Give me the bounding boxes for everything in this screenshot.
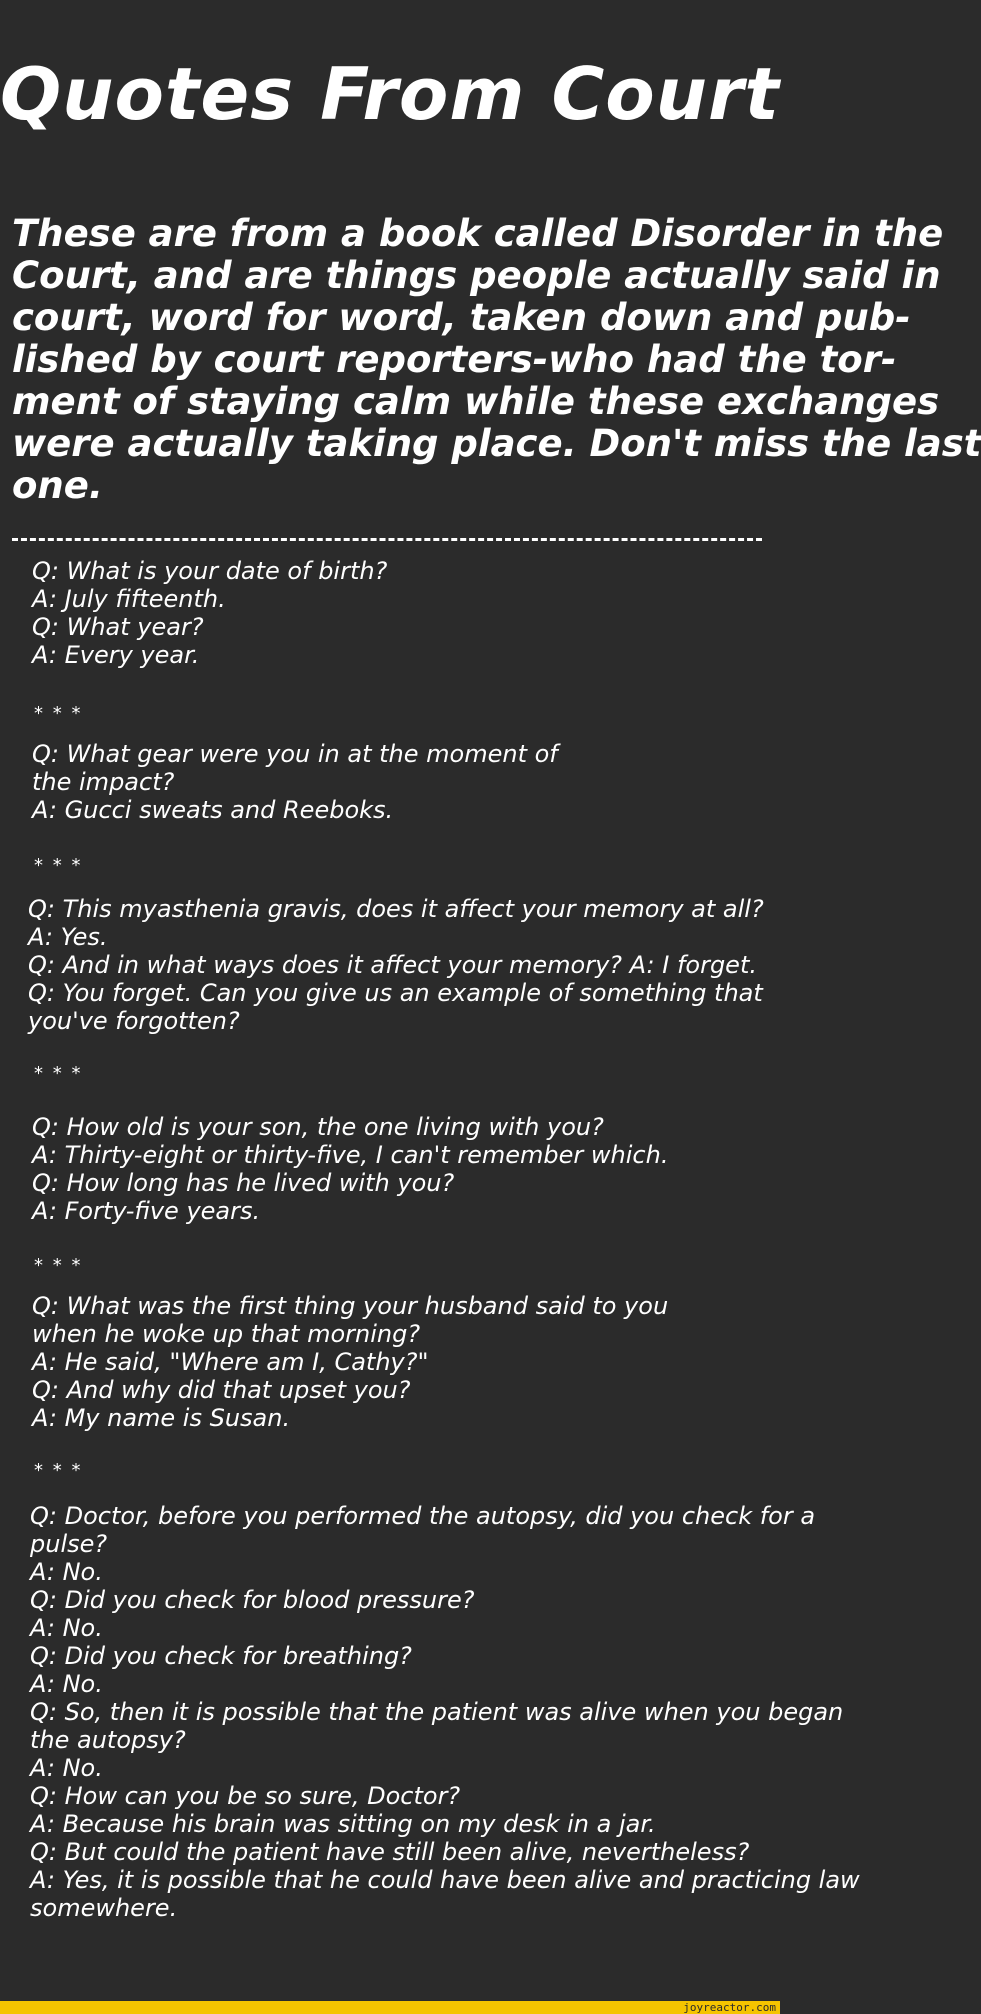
bottom-bar — [0, 2001, 780, 2014]
quote-line: Q: So, then it is possible that the patient was alive when you began — [30, 1698, 844, 1726]
quote-line: the autopsy? — [30, 1726, 186, 1754]
quote-line: Q: You forget. Can you give us an example of something that — [28, 979, 763, 1007]
intro-line: one. — [12, 464, 103, 507]
quote-block-gear — [32, 740, 558, 824]
separator-stars: * * * — [34, 1255, 83, 1276]
quote-line: Q: What is your date of birth? — [32, 557, 388, 585]
quote-line: A: Thirty-eight or thirty-five, I can't remember which. — [32, 1141, 669, 1169]
quote-line: Q: And why did that upset you? — [32, 1376, 411, 1404]
quote-line: Q: What year? — [32, 613, 204, 641]
quote-line: A: Yes. — [28, 923, 108, 951]
quote-line: you've forgotten? — [28, 1007, 240, 1035]
quote-line: Q: This myasthenia gravis, does it affect your memory at all? — [28, 895, 764, 923]
intro-line: were actually taking place. Don't miss the last — [12, 422, 981, 465]
quote-line: Q: Did you check for blood pressure? — [30, 1586, 475, 1614]
quote-block-husband — [32, 1292, 668, 1432]
quote-line: Q: How can you be so sure, Doctor? — [30, 1782, 461, 1810]
quote-line: A: My name is Susan. — [32, 1404, 291, 1432]
quote-line: A: Forty-five years. — [32, 1197, 261, 1225]
dashed-divider — [12, 538, 762, 545]
quote-line: A: July fifteenth. — [32, 585, 226, 613]
intro-line: ment of staying calm while these exchanges — [12, 380, 940, 423]
separator-stars: * * * — [34, 1460, 83, 1481]
intro-line: lished by court reporters-who had the tor- — [12, 338, 897, 381]
quote-line: Q: But could the patient have still been alive, nevertheless? — [30, 1838, 750, 1866]
quote-line: A: No. — [30, 1614, 103, 1642]
separator-stars: * * * — [34, 703, 83, 724]
quote-block-son — [32, 1113, 668, 1225]
quote-block-birthdate — [32, 557, 387, 669]
quote-block-memory — [28, 895, 764, 1035]
quote-line: A: No. — [30, 1558, 103, 1586]
quote-line: Q: Did you check for breathing? — [30, 1642, 412, 1670]
intro-line: These are from a book called Disorder in the — [12, 212, 944, 255]
quote-line: Q: How long has he lived with you? — [32, 1169, 455, 1197]
quote-line: A: Because his brain was sitting on my desk in a jar. — [30, 1810, 656, 1838]
quote-line: A: No. — [30, 1754, 103, 1782]
quote-line: A: Every year. — [32, 641, 200, 669]
quote-line: somewhere. — [30, 1894, 178, 1922]
quote-line: Q: And in what ways does it affect your memory? A: I forget. — [28, 951, 757, 979]
intro-line: Court, and are things people actually said in — [12, 254, 941, 297]
quote-line: pulse? — [30, 1530, 108, 1558]
intro-line: court, word for word, taken down and pub- — [12, 296, 911, 339]
separator-stars: * * * — [34, 855, 83, 876]
quote-line: when he woke up that morning? — [32, 1320, 421, 1348]
quote-block-autopsy — [30, 1502, 860, 1922]
quote-line: Q: What gear were you in at the moment of — [32, 740, 558, 768]
quote-line: A: No. — [30, 1670, 103, 1698]
quote-line: A: Yes, it is possible that he could have been alive and practicing law — [30, 1866, 860, 1894]
quote-line: A: Gucci sweats and Reeboks. — [32, 796, 394, 824]
separator-stars: * * * — [34, 1063, 83, 1084]
intro-paragraph — [12, 212, 981, 507]
watermark: joyreactor.com — [683, 2001, 776, 2014]
quote-line: Q: Doctor, before you performed the autopsy, did you check for a — [30, 1502, 816, 1530]
quote-line: Q: How old is your son, the one living with you? — [32, 1113, 604, 1141]
quote-line: A: He said, "Where am I, Cathy?" — [32, 1348, 429, 1376]
page-title: Quotes From Court — [0, 52, 780, 136]
quote-line: the impact? — [32, 768, 175, 796]
quote-line: Q: What was the first thing your husband said to you — [32, 1292, 669, 1320]
